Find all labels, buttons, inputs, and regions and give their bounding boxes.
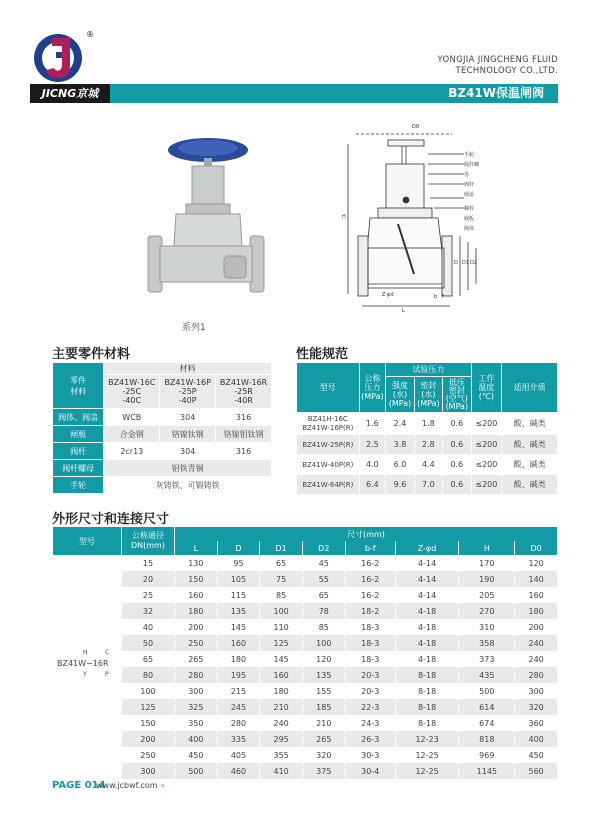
dim-cell: 110 (260, 619, 303, 635)
dim-cell: 30-4 (345, 763, 395, 779)
dim-cell: 358 (459, 635, 515, 651)
perf-cell: 酸、碱类 (502, 413, 558, 435)
perf-model: BZ41W-25P(R) (297, 435, 360, 455)
dim-cell: 180 (217, 651, 260, 667)
dim-cell: 45 (302, 555, 345, 571)
material-cell: 304 (160, 443, 216, 460)
table-row (53, 587, 558, 603)
dim-col-header: D2 (302, 541, 345, 555)
dim-cell: 190 (459, 571, 515, 587)
dim-cell: 240 (260, 715, 303, 731)
drawing-label: 阀杆 (464, 182, 475, 188)
table-row (53, 699, 558, 715)
dn-cell: 125 (122, 699, 175, 715)
dn-cell: 80 (122, 667, 175, 683)
model-label: BZ41W−16R (57, 659, 109, 668)
footer-url[interactable] (96, 781, 165, 790)
dim-cell: 200 (515, 619, 558, 635)
dim-cell: 4-14 (395, 587, 459, 603)
perf-col-temp: 工作 温度 (℃) (471, 363, 502, 413)
table-row (53, 747, 558, 763)
dim-cell: 180 (175, 603, 218, 619)
dim-col-header: Z-φd (395, 541, 459, 555)
dn-cell: 40 (122, 619, 175, 635)
material-cell: WCB (104, 409, 160, 426)
material-cell: 灰铸铁、可锻铸铁 (104, 477, 272, 494)
perf-cell: 6.0 (386, 455, 414, 475)
col-part-header: 零件 材料 (53, 363, 104, 409)
dim-cell: 373 (459, 651, 515, 667)
dim-col-header: L (175, 541, 218, 555)
drawing-dim-d: D (454, 260, 458, 266)
table-row (53, 603, 558, 619)
dim-cell: 325 (175, 699, 218, 715)
table-row (53, 651, 558, 667)
dim-cell: 85 (302, 619, 345, 635)
dim-cell: 674 (459, 715, 515, 731)
company-logo (30, 30, 98, 85)
page-number: PAGE 014 (52, 780, 106, 791)
dim-cell: 16-2 (345, 555, 395, 571)
dim-col-header: D0 (515, 541, 558, 555)
dim-cell: 280 (515, 667, 558, 683)
dim-cell: 26-3 (345, 731, 395, 747)
perf-cell: 0.6 (443, 413, 471, 435)
company-line-2: TECHNOLOGY CO.,LTD. (455, 66, 558, 76)
dn-cell: 20 (122, 571, 175, 587)
dn-cell: 25 (122, 587, 175, 603)
drawing-label: 阀体 (464, 226, 475, 232)
dimensions-title: 外形尺寸和连接尺寸 (52, 512, 170, 527)
dim-cell: 170 (459, 555, 515, 571)
title-bar (110, 84, 558, 103)
dn-cell: 250 (122, 747, 175, 763)
dim-cell: 410 (260, 763, 303, 779)
perf-cell: ≤200 (471, 435, 502, 455)
dim-cell: 210 (260, 699, 303, 715)
perf-cell: 2.5 (359, 435, 386, 455)
dim-cell: 4-18 (395, 619, 459, 635)
dim-cell: 105 (217, 571, 260, 587)
drawing-dim-d0: D0 (412, 124, 420, 130)
dim-cell: 65 (302, 587, 345, 603)
dim-cell: 350 (175, 715, 218, 731)
drawing-dim-h: H (342, 214, 346, 220)
dim-cell: 320 (515, 699, 558, 715)
valve-photo (140, 128, 270, 318)
dn-cell: 32 (122, 603, 175, 619)
dim-cell: 4-18 (395, 651, 459, 667)
perf-cell: 6.4 (359, 475, 386, 495)
perf-cell: ≤200 (471, 413, 502, 435)
dn-cell: 150 (122, 715, 175, 731)
dim-cell: 295 (260, 731, 303, 747)
material-cell: 合金钢 (104, 426, 160, 443)
material-cell: 304 (160, 409, 216, 426)
dn-cell: 50 (122, 635, 175, 651)
dim-cell: 135 (217, 603, 260, 619)
part-label: 闸板 (53, 426, 104, 443)
drawing-dim-d1: D1 (462, 260, 470, 266)
dim-cell: 12-23 (395, 731, 459, 747)
drawing-label: 手轮 (464, 152, 475, 158)
drawing-part-labels (464, 150, 482, 234)
dim-cell: 4-14 (395, 555, 459, 571)
perf-cell: 2.4 (386, 413, 414, 435)
dim-cell: 115 (217, 587, 260, 603)
perf-cell: 9.6 (386, 475, 414, 495)
dim-cell: 95 (217, 555, 260, 571)
perf-cell: 0.6 (443, 455, 471, 475)
perf-cell: 4.4 (414, 455, 442, 475)
dim-cell: 20-3 (345, 683, 395, 699)
model-sub-2: P (105, 671, 109, 678)
dim-cell: 400 (515, 731, 558, 747)
photo-caption: 系列1 (182, 323, 206, 333)
model-header: BZ41W-16P -25P -40P (160, 375, 216, 409)
part-label: 阀体、阀盖 (53, 409, 104, 426)
model-sup-2: C (105, 649, 110, 656)
material-cell: 铬镍钛钢 (160, 426, 216, 443)
company-line-1: YONGJIA JINGCHENG FLUID (437, 55, 558, 65)
table-row (53, 555, 558, 571)
dim-cell: 4-14 (395, 571, 459, 587)
perf-model: BZ41H-16C BZ41W-16P(R) (297, 413, 360, 435)
dim-cell: 120 (515, 555, 558, 571)
table-row (53, 731, 558, 747)
dim-cell: 18-3 (345, 619, 395, 635)
dim-cell: 450 (175, 747, 218, 763)
perf-cell: 1.8 (414, 413, 442, 435)
perf-cell: 1.6 (359, 413, 386, 435)
dim-cell: 265 (302, 731, 345, 747)
perf-cell: 酸、碱类 (502, 475, 558, 495)
dim-cell: 210 (302, 715, 345, 731)
dim-model-cell (53, 555, 122, 779)
table-row (53, 715, 558, 731)
dim-cell: 205 (459, 587, 515, 603)
dim-cell: 4-18 (395, 603, 459, 619)
perf-cell: 0.6 (443, 435, 471, 455)
dim-cell: 200 (175, 619, 218, 635)
dim-cell: 320 (302, 747, 345, 763)
col-material-header: 材料 (104, 363, 272, 375)
drawing-label: 阀杆螺母 (464, 162, 480, 178)
dim-cell: 18-3 (345, 651, 395, 667)
dim-cell: 12-25 (395, 763, 459, 779)
dim-cell: 300 (515, 683, 558, 699)
dn-cell: 100 (122, 683, 175, 699)
dim-cell: 160 (260, 667, 303, 683)
dim-cell: 240 (515, 635, 558, 651)
dim-cell: 150 (175, 571, 218, 587)
dim-cell: 180 (260, 683, 303, 699)
dim-col-header: D1 (260, 541, 303, 555)
drawing-label: 阀盖 (464, 192, 475, 198)
table-row (53, 571, 558, 587)
dim-cell: 185 (302, 699, 345, 715)
dim-cell: 20-3 (345, 667, 395, 683)
company-name (380, 55, 558, 77)
dim-cell: 270 (459, 603, 515, 619)
model-header: BZ41W-16C -25C -40C (104, 375, 160, 409)
dim-cell: 100 (302, 635, 345, 651)
footer-url-text[interactable]: www.jcbwf.com (96, 781, 158, 790)
dim-cell: 335 (217, 731, 260, 747)
page-title: BZ41W保温闸阀 (448, 86, 544, 100)
drawing-dim-b: b (434, 294, 438, 300)
drawing-label: 阀板 (464, 216, 475, 222)
perf-cell: 3.8 (386, 435, 414, 455)
dim-cell: 16-2 (345, 571, 395, 587)
dim-cell: 400 (175, 731, 218, 747)
dim-cell: 280 (217, 715, 260, 731)
perf-cell: 7.0 (414, 475, 442, 495)
dim-cell: 355 (260, 747, 303, 763)
dim-cell: 12-25 (395, 747, 459, 763)
dim-cell: 18-2 (345, 603, 395, 619)
dim-cell: 120 (302, 651, 345, 667)
material-cell: 316 (216, 409, 272, 426)
model-sup-1: H (83, 649, 88, 656)
material-cell: 316 (216, 443, 272, 460)
valve-drawing (342, 124, 482, 320)
dim-cell: 360 (515, 715, 558, 731)
dim-cell: 215 (217, 683, 260, 699)
dn-cell: 300 (122, 763, 175, 779)
performance-table (296, 362, 558, 495)
footer-arrows: » (160, 781, 165, 790)
dim-cell: 160 (175, 587, 218, 603)
dim-cell: 8-18 (395, 715, 459, 731)
table-row (53, 635, 558, 651)
dim-cell: 130 (175, 555, 218, 571)
table-row (53, 619, 558, 635)
dim-cell: 145 (260, 651, 303, 667)
dim-cell: 300 (175, 683, 218, 699)
dim-cell: 65 (260, 555, 303, 571)
perf-col-medium: 适用介质 (502, 363, 558, 413)
dn-cell: 15 (122, 555, 175, 571)
dim-cell: 18-3 (345, 635, 395, 651)
part-label: 阀杆 (53, 443, 104, 460)
perf-model: BZ41W-64P(R) (297, 475, 360, 495)
dimensions-table (52, 527, 558, 779)
material-cell: 2cr13 (104, 443, 160, 460)
dim-cell: 180 (515, 603, 558, 619)
dim-cell: 55 (302, 571, 345, 587)
dim-cell: 614 (459, 699, 515, 715)
dim-col-size: 尺寸(mm) (175, 527, 558, 541)
model-sub-1: Y (83, 671, 87, 678)
dim-cell: 78 (302, 603, 345, 619)
dim-cell: 85 (260, 587, 303, 603)
perf-cell: ≤200 (471, 475, 502, 495)
brand-bar: JICNG京城 (30, 84, 110, 103)
dim-cell: 16-2 (345, 587, 395, 603)
dn-cell: 65 (122, 651, 175, 667)
dim-cell: 155 (302, 683, 345, 699)
perf-col-seal: 密封 (水) (MPa) (414, 377, 442, 413)
perf-col-pressure: 公称 压力 (MPa) (359, 363, 386, 413)
dn-cell: 200 (122, 731, 175, 747)
dim-cell: 8-18 (395, 683, 459, 699)
drawing-dim-f: f (442, 294, 444, 300)
part-label: 手轮 (53, 477, 104, 494)
dim-cell: 280 (175, 667, 218, 683)
perf-cell: 酸、碱类 (502, 455, 558, 475)
dim-cell: 8-18 (395, 667, 459, 683)
dim-col-model: 型号 (53, 527, 122, 555)
dim-cell: 435 (459, 667, 515, 683)
dim-cell: 135 (302, 667, 345, 683)
dim-cell: 140 (515, 571, 558, 587)
dim-cell: 375 (302, 763, 345, 779)
perf-cell: 酸、碱类 (502, 435, 558, 455)
perf-cell: ≤200 (471, 455, 502, 475)
perf-cell: 4.0 (359, 455, 386, 475)
dim-cell: 1145 (459, 763, 515, 779)
drawing-dim-zd: Z-φd (382, 292, 394, 298)
drawing-dim-d2: D2 (470, 260, 478, 266)
perf-model: BZ41W-40P(R) (297, 455, 360, 475)
dim-cell: 24-3 (345, 715, 395, 731)
dim-col-header: H (459, 541, 515, 555)
dim-cell: 460 (217, 763, 260, 779)
dim-cell: 245 (217, 699, 260, 715)
dim-col-header: b-f (345, 541, 395, 555)
model-header: BZ41W-16R -25R -40R (216, 375, 272, 409)
performance-title: 性能规范 (296, 347, 349, 362)
dim-cell: 265 (175, 651, 218, 667)
material-cell: 铝铁青铜 (104, 460, 272, 477)
dim-cell: 250 (175, 635, 218, 651)
dim-cell: 22-3 (345, 699, 395, 715)
drawing-dim-l: L (402, 308, 405, 314)
dim-cell: 240 (515, 651, 558, 667)
dim-cell: 450 (515, 747, 558, 763)
perf-col-low: 低压 密封 (空气) (MPa) (443, 377, 471, 413)
dim-col-header: D (217, 541, 260, 555)
dim-cell: 500 (175, 763, 218, 779)
materials-title: 主要零件材料 (52, 347, 131, 362)
dim-cell: 100 (260, 603, 303, 619)
drawing-label: 螺栓 (464, 206, 475, 212)
dim-cell: 125 (260, 635, 303, 651)
dim-cell: 145 (217, 619, 260, 635)
material-cell: 铬镍钼钛钢 (216, 426, 272, 443)
dim-cell: 818 (459, 731, 515, 747)
dim-cell: 160 (217, 635, 260, 651)
perf-col-strength: 强度 (水) (MPa) (386, 377, 414, 413)
perf-col-test: 试验压力 (386, 363, 471, 377)
dim-cell: 30-3 (345, 747, 395, 763)
perf-cell: 2.8 (414, 435, 442, 455)
table-row (53, 683, 558, 699)
dim-cell: 500 (459, 683, 515, 699)
dim-col-dn: 公称通径 DN(mm) (122, 527, 175, 555)
registered-mark: ® (86, 30, 94, 39)
dim-cell: 969 (459, 747, 515, 763)
dim-cell: 8-18 (395, 699, 459, 715)
dim-cell: 160 (515, 587, 558, 603)
dim-cell: 405 (217, 747, 260, 763)
perf-col-model: 型号 (297, 363, 360, 413)
dim-cell: 310 (459, 619, 515, 635)
table-row (53, 667, 558, 683)
perf-cell: 0.6 (443, 475, 471, 495)
part-label: 阀杆螺母 (53, 460, 104, 477)
dim-cell: 75 (260, 571, 303, 587)
dim-cell: 560 (515, 763, 558, 779)
dim-cell: 195 (217, 667, 260, 683)
table-row (53, 763, 558, 779)
materials-table (52, 362, 272, 494)
dim-cell: 4-18 (395, 635, 459, 651)
